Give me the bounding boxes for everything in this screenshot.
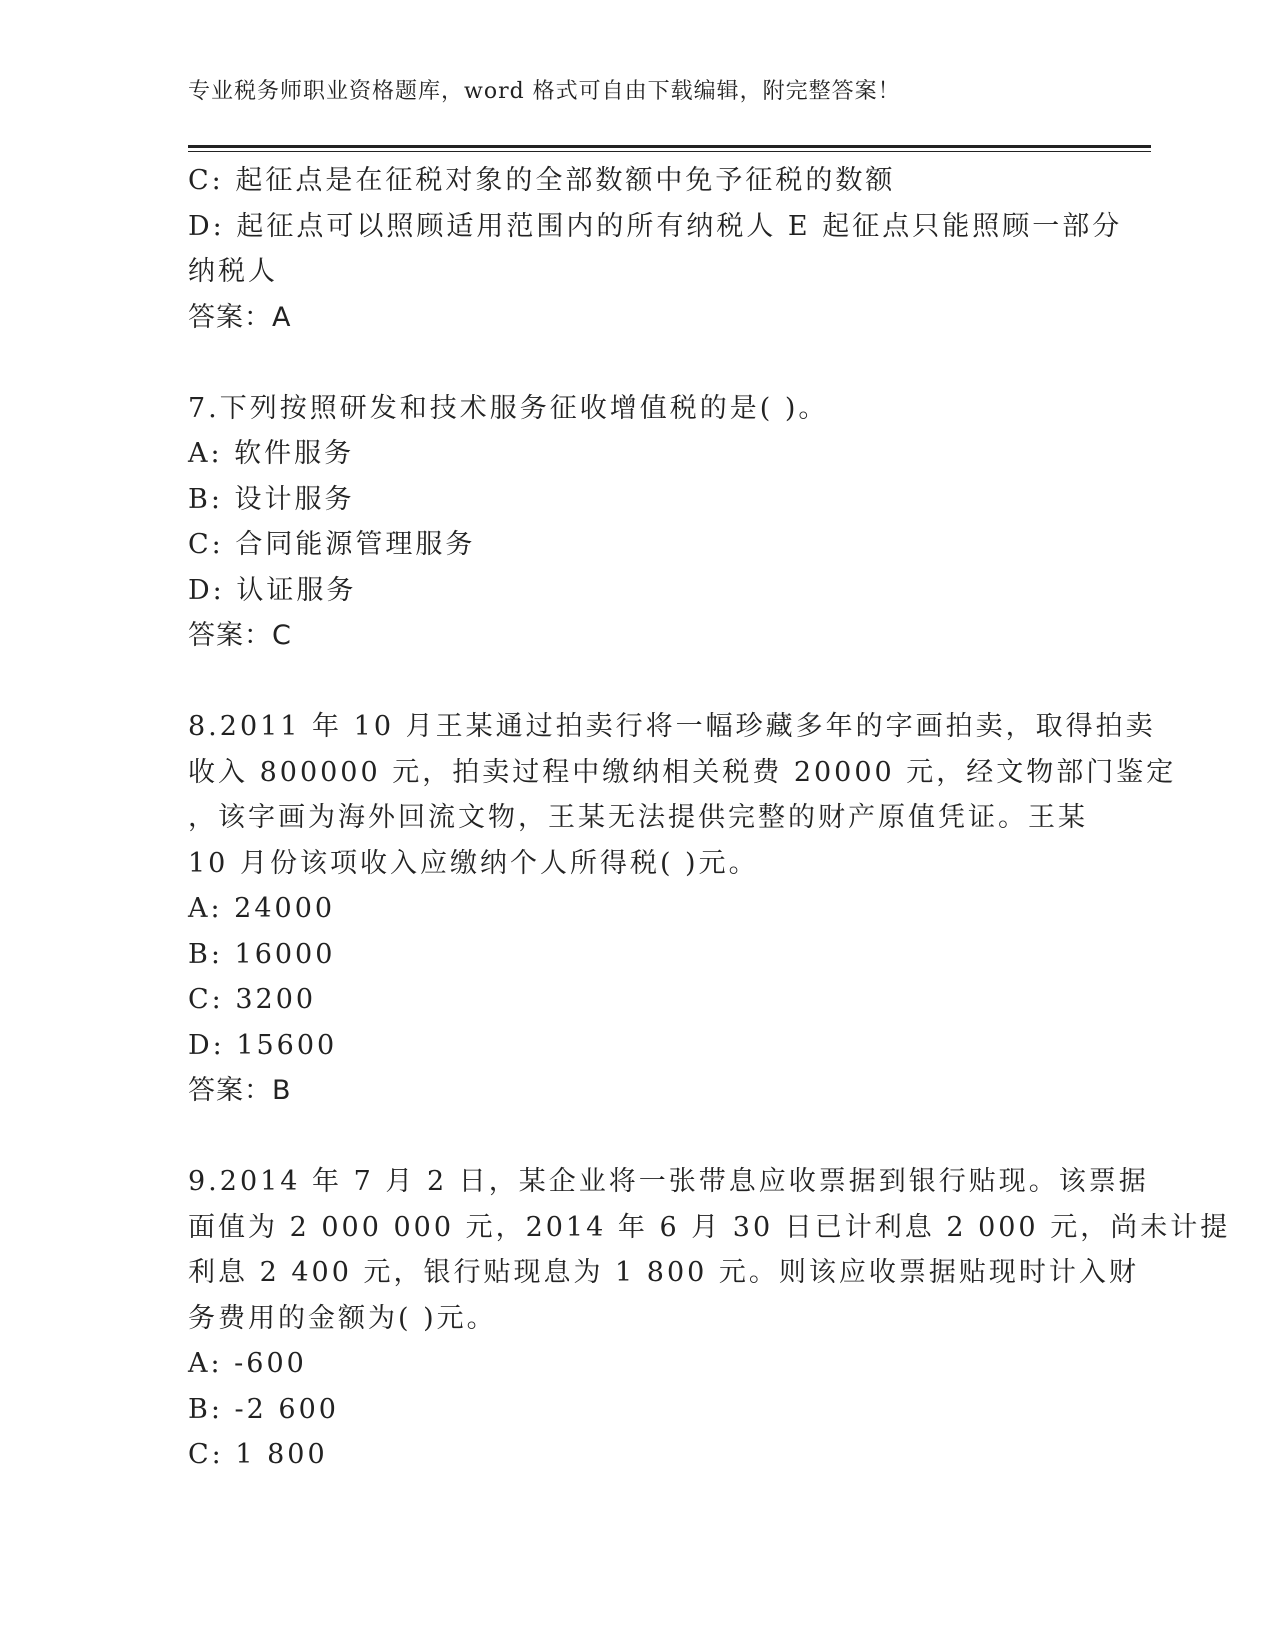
answer: 答案：C [188, 620, 292, 651]
option-d: D: 15600 [188, 1029, 338, 1061]
question-text: ，该字画为海外回流文物，王某无法提供完整的财产原值凭证。王某 [188, 802, 1088, 833]
question-text: 9.2014 年 7 月 2 日，某企业将一张带息应收票据到银行贴现。该票据 [188, 1166, 1149, 1197]
option-d: D: 起征点可以照顾适用范围内的所有纳税人 E 起征点只能照顾一部分 [188, 210, 1123, 242]
option-a: A: 软件服务 [188, 438, 355, 469]
answer: 答案：A [188, 301, 292, 333]
question-text: 面值为 2 000 000 元，2014 年 6 月 30 日已计利息 2 000 元，尚未计提 [188, 1211, 1231, 1243]
option-b: B: 16000 [188, 938, 336, 970]
question-text: 务费用的金额为( )元。 [188, 1302, 497, 1334]
option-c: C: 起征点是在征税对象的全部数额中免予征税的数额 [188, 165, 896, 196]
question-text: 10 月份该项收入应缴纳个人所得税( )元。 [188, 847, 759, 879]
option-c: C: 1 800 [188, 1439, 328, 1470]
spacer [188, 659, 1088, 705]
answer: 答案：B [188, 1075, 292, 1106]
question-9 [188, 1159, 1231, 1478]
question-content [188, 158, 1231, 1478]
option-b: B: -2 600 [188, 1393, 339, 1425]
spacer [188, 1114, 1088, 1160]
option-c: C: 合同能源管理服务 [188, 529, 476, 560]
header-rule-thick [188, 145, 1151, 148]
question-text: 7.下列按照研发和技术服务征收增值税的是( )。 [188, 392, 829, 424]
option-d: D: 认证服务 [188, 574, 357, 606]
question-fragment [188, 158, 1123, 340]
question-text: 利息 2 400 元，银行贴现息为 1 800 元。则该应收票据贴现时计入财 [188, 1257, 1139, 1288]
option-a: A: -600 [188, 1348, 307, 1379]
option-d-continued: 纳税人 [188, 256, 278, 287]
option-b: B: 设计服务 [188, 483, 355, 515]
question-7 [188, 386, 1088, 659]
page-header: 专业税务师职业资格题库，word 格式可自由下载编辑，附完整答案！ [188, 79, 901, 104]
question-8 [188, 704, 1177, 1114]
header-rule-thin [188, 151, 1151, 152]
question-text: 收入 800000 元，拍卖过程中缴纳相关税费 20000 元，经文物部门鉴定 [188, 756, 1177, 788]
spacer [188, 340, 1088, 386]
question-text: 8.2011 年 10 月王某通过拍卖行将一幅珍藏多年的字画拍卖，取得拍卖 [188, 711, 1156, 742]
option-c: C: 3200 [188, 984, 317, 1015]
option-a: A: 24000 [188, 893, 336, 924]
